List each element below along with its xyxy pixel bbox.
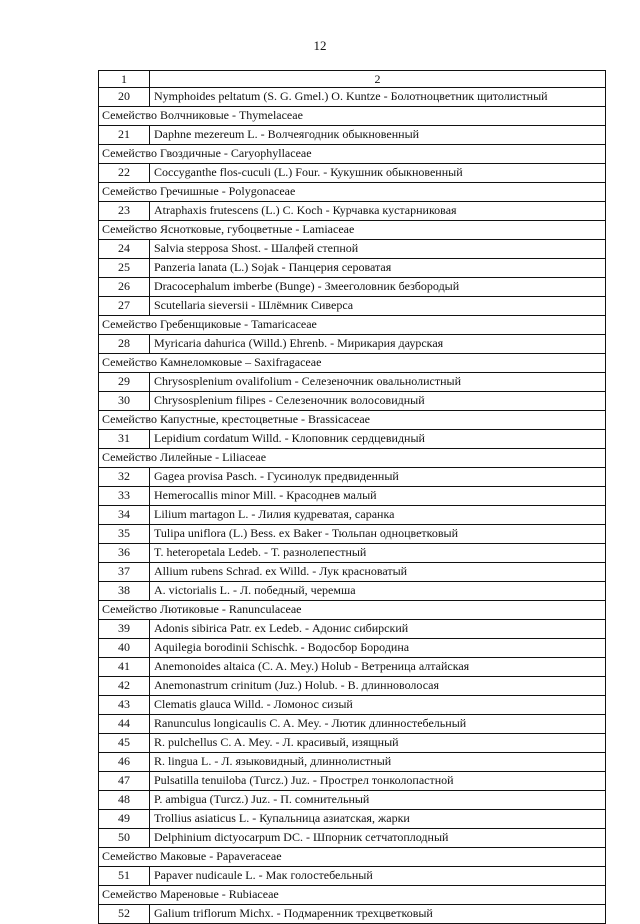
species-name: Dracocephalum imberbe (Bunge) - Змееголовник безбородый xyxy=(150,278,606,297)
species-number: 40 xyxy=(99,639,150,658)
family-row xyxy=(99,107,606,126)
family-name: Семейство Волчниковые - Thymelaceae xyxy=(99,107,606,126)
species-row xyxy=(99,829,606,848)
species-name: Chrysosplenium ovalifolium - Селезеночник овальнолистный xyxy=(150,373,606,392)
species-number: 33 xyxy=(99,487,150,506)
family-row xyxy=(99,145,606,164)
species-row xyxy=(99,240,606,259)
species-row xyxy=(99,202,606,221)
species-name: Gagea provisa Pasch. - Гусинолук предвиденный xyxy=(150,468,606,487)
species-row xyxy=(99,259,606,278)
species-row xyxy=(99,544,606,563)
species-number: 34 xyxy=(99,506,150,525)
species-name: Lepidium cordatum Willd. - Клоповник сердцевидный xyxy=(150,430,606,449)
species-number: 43 xyxy=(99,696,150,715)
species-name: Chrysosplenium filipes - Селезеночник волосовидный xyxy=(150,392,606,411)
species-name: Ranunculus longicaulis C. A. Mey. - Лютик длинностебельный xyxy=(150,715,606,734)
species-name: Clematis glauca Willd. - Ломонос сизый xyxy=(150,696,606,715)
species-number: 25 xyxy=(99,259,150,278)
species-row xyxy=(99,791,606,810)
species-number: 48 xyxy=(99,791,150,810)
species-name: Panzeria lanata (L.) Sojak - Панцерия сероватая xyxy=(150,259,606,278)
species-name: P. ambigua (Turcz.) Juz. - П. сомнительный xyxy=(150,791,606,810)
species-row xyxy=(99,867,606,886)
species-name: Atraphaxis frutescens (L.) C. Koch - Курчавка кустарниковая xyxy=(150,202,606,221)
species-name: R. lingua L. - Л. языковидный, длиннолистный xyxy=(150,753,606,772)
species-number: 36 xyxy=(99,544,150,563)
family-row xyxy=(99,601,606,620)
header-col-1: 1 xyxy=(99,71,150,88)
species-number: 52 xyxy=(99,905,150,924)
family-name: Семейство Гребенщиковые - Tamaricaceae xyxy=(99,316,606,335)
species-name: Scutellaria sieversii - Шлёмник Сиверса xyxy=(150,297,606,316)
species-name: Anemonastrum crinitum (Juz.) Holub. - В. длинноволосая xyxy=(150,677,606,696)
species-name: Hemerocallis minor Mill. - Красоднев малый xyxy=(150,487,606,506)
species-number: 22 xyxy=(99,164,150,183)
species-number: 51 xyxy=(99,867,150,886)
species-row xyxy=(99,392,606,411)
species-row xyxy=(99,373,606,392)
species-number: 39 xyxy=(99,620,150,639)
family-name: Семейство Гречишные - Polygonaceae xyxy=(99,183,606,202)
family-name: Семейство Капустные, крестоцветные - Brassicaceae xyxy=(99,411,606,430)
species-number: 20 xyxy=(99,88,150,107)
species-name: Allium rubens Schrad. ex Willd. - Лук красноватый xyxy=(150,563,606,582)
species-name: Anemonoides altaica (C. A. Mey.) Holub - Ветреница алтайская xyxy=(150,658,606,677)
species-number: 32 xyxy=(99,468,150,487)
species-name: Aquilegia borodinii Schischk. - Водосбор Бородина xyxy=(150,639,606,658)
family-name: Семейство Яснотковые, губоцветные - Lamiaceae xyxy=(99,221,606,240)
family-name: Семейство Мареновые - Rubiaceae xyxy=(99,886,606,905)
species-row xyxy=(99,677,606,696)
species-number: 37 xyxy=(99,563,150,582)
family-name: Семейство Гвоздичные - Caryophyllaceae xyxy=(99,145,606,164)
species-row xyxy=(99,297,606,316)
species-number: 31 xyxy=(99,430,150,449)
species-number: 28 xyxy=(99,335,150,354)
species-row xyxy=(99,905,606,924)
family-row xyxy=(99,354,606,373)
species-row xyxy=(99,164,606,183)
family-name: Семейство Маковые - Papaveraceae xyxy=(99,848,606,867)
species-name: T. heteropetala Ledeb. - Т. разнолепестный xyxy=(150,544,606,563)
species-name: Trollius asiaticus L. - Купальница азиатская, жарки xyxy=(150,810,606,829)
species-row xyxy=(99,468,606,487)
page-number: 12 xyxy=(313,38,327,53)
family-row xyxy=(99,886,606,905)
species-row xyxy=(99,487,606,506)
species-row xyxy=(99,734,606,753)
species-number: 27 xyxy=(99,297,150,316)
family-row xyxy=(99,848,606,867)
table-header-row xyxy=(99,71,606,88)
species-row xyxy=(99,715,606,734)
species-number: 46 xyxy=(99,753,150,772)
species-number: 45 xyxy=(99,734,150,753)
species-name: Delphinium dictyocarpum DC. - Шпорник сетчатоплодный xyxy=(150,829,606,848)
species-row xyxy=(99,810,606,829)
species-number: 35 xyxy=(99,525,150,544)
species-row xyxy=(99,582,606,601)
species-row xyxy=(99,696,606,715)
species-name: Adonis sibirica Patr. ex Ledeb. - Адонис сибирский xyxy=(150,620,606,639)
species-number: 29 xyxy=(99,373,150,392)
species-name: Pulsatilla tenuiloba (Turcz.) Juz. - Прострел тонколопастной xyxy=(150,772,606,791)
species-number: 44 xyxy=(99,715,150,734)
species-table-body xyxy=(99,71,606,924)
species-number: 50 xyxy=(99,829,150,848)
species-number: 49 xyxy=(99,810,150,829)
family-row xyxy=(99,221,606,240)
species-number: 26 xyxy=(99,278,150,297)
species-table xyxy=(98,70,606,924)
species-name: Salvia stepposa Shost. - Шалфей степной xyxy=(150,240,606,259)
species-number: 47 xyxy=(99,772,150,791)
family-row xyxy=(99,449,606,468)
species-name: R. pulchellus C. A. Mey. - Л. красивый, изящный xyxy=(150,734,606,753)
species-row xyxy=(99,126,606,145)
species-name: Myricaria dahurica (Willd.) Ehrenb. - Мирикария даурская xyxy=(150,335,606,354)
species-name: Galium triflorum Michx. - Подмаренник трехцветковый xyxy=(150,905,606,924)
species-name: Papaver nudicaule L. - Мак голостебельный xyxy=(150,867,606,886)
species-row xyxy=(99,430,606,449)
species-number: 21 xyxy=(99,126,150,145)
species-name: A. victorialis L. - Л. победный, черемша xyxy=(150,582,606,601)
species-name: Coccyganthe flos-cuculi (L.) Four. - Кукушник обыкновенный xyxy=(150,164,606,183)
header-col-2: 2 xyxy=(150,71,606,88)
species-row xyxy=(99,639,606,658)
family-name: Семейство Лилейные - Liliaceae xyxy=(99,449,606,468)
species-row xyxy=(99,335,606,354)
species-row xyxy=(99,525,606,544)
species-row xyxy=(99,563,606,582)
species-row xyxy=(99,278,606,297)
species-number: 38 xyxy=(99,582,150,601)
species-number: 42 xyxy=(99,677,150,696)
species-name: Nymphoides peltatum (S. G. Gmel.) O. Kuntze - Болотноцветник щитолистный xyxy=(150,88,606,107)
species-row xyxy=(99,620,606,639)
species-row xyxy=(99,506,606,525)
family-name: Семейство Камнеломковые – Saxifragaceae xyxy=(99,354,606,373)
species-name: Tulipa uniflora (L.) Bess. ex Baker - Тюльпан одноцветковый xyxy=(150,525,606,544)
family-row xyxy=(99,411,606,430)
species-row xyxy=(99,753,606,772)
family-row xyxy=(99,183,606,202)
species-row xyxy=(99,658,606,677)
species-number: 30 xyxy=(99,392,150,411)
species-row xyxy=(99,88,606,107)
species-number: 41 xyxy=(99,658,150,677)
species-number: 24 xyxy=(99,240,150,259)
species-number: 23 xyxy=(99,202,150,221)
family-name: Семейство Лютиковые - Ranunculaceae xyxy=(99,601,606,620)
species-name: Lilium martagon L. - Лилия кудреватая, саранка xyxy=(150,506,606,525)
family-row xyxy=(99,316,606,335)
species-row xyxy=(99,772,606,791)
species-name: Daphne mezereum L. - Волчеягодник обыкновенный xyxy=(150,126,606,145)
